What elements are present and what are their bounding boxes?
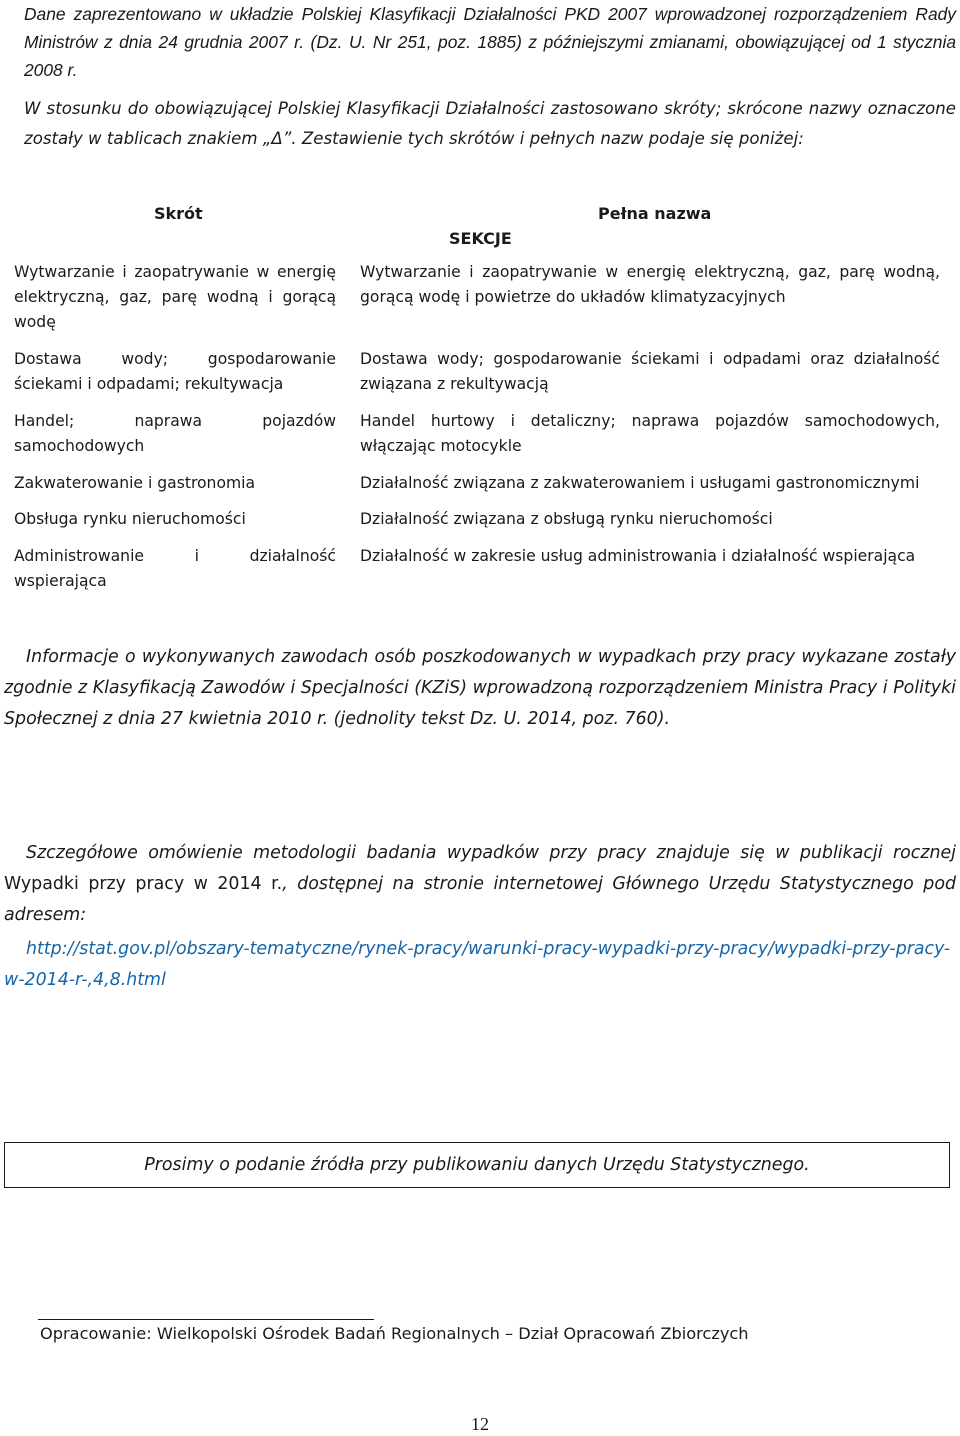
intro-paragraph-abbreviations: W stosunku do obowiązującej Polskiej Klasyfikacji Działalności zastosowano skróty; skrócone nazwy oznaczone zostały w tablicach znakiem „Δ”. Zestawienie tych skrótów i pełnych nazw podaje się poniżej: (24, 99, 956, 148)
table-row-short: Administrowanie i działalność wspierająca (14, 547, 336, 590)
column-header-short: Skrót (154, 204, 203, 223)
link-line-2[interactable]: w-2014-r-,4,8.html (4, 970, 166, 990)
table-row-full: Działalność związana z obsługą rynku nieruchomości (360, 510, 773, 528)
publication-title: Wypadki przy pracy w 2014 r. (4, 874, 283, 894)
column-header-full: Pełna nazwa (598, 204, 712, 223)
intro-paragraph-pkd: Dane zaprezentowano w układzie Polskiej Klasyfikacji Działalności PKD 2007 wprowadzonej rozporządzeniem Rady Ministrów z dnia 24 grudnia 2007 r. (Dz. U. Nr 251, poz. 1885) z późniejszymi zmianami, obowiązującej od 1 stycznia 2008 r. (24, 4, 956, 80)
table-row-full: Handel hurtowy i detaliczny; naprawa pojazdów samochodowych, włączając motocykle (360, 412, 940, 455)
table-row-short: Zakwaterowanie i gastronomia (14, 474, 256, 492)
table-row-full: Wytwarzanie i zaopatrywanie w energię elektryczną, gaz, parę wodną, gorącą wodę i powietrze do układów klimatyzacyjnych (360, 263, 940, 306)
citation-notice-box (4, 1142, 950, 1188)
table-row-short: Dostawa wody; gospodarowanie ściekami i odpadami; rekultywacja (14, 350, 336, 393)
table-row-full: Działalność w zakresie usług administrowania i działalność wspierająca (360, 547, 916, 565)
occupations-info-paragraph: Informacje o wykonywanych zawodach osób poszkodowanych w wypadkach przy pracy wykazane zostały zgodnie z Klasyfikacją Zawodów i Specjalności (KZiS) wprowadzoną rozporządzeniem Ministra Pracy i Polityki Społecznej z dnia 27 kwietnia 2010 r. (jednolity tekst Dz. U. 2014, poz. 760). (4, 647, 956, 729)
methodology-text-b: , dostępnej na stronie internetowej Głównego Urzędu Statystycznego pod adresem: (4, 874, 957, 925)
page-number: 12 (471, 1414, 489, 1434)
methodology-text-a: Szczegółowe omówienie metodologii badania wypadków przy pracy znajduje się w publikacji rocznej (26, 843, 956, 863)
table-row-short: Handel; naprawa pojazdów samochodowych (14, 412, 336, 455)
footer-credit: Opracowanie: Wielkopolski Ośrodek Badań Regionalnych – Dział Opracowań Zbiorczych (40, 1324, 749, 1343)
table-row-short: Obsługa rynku nieruchomości (14, 510, 246, 528)
methodology-paragraph (4, 838, 956, 931)
citation-notice-text: Prosimy o podanie źródła przy publikowaniu danych Urzędu Statystycznego. (144, 1155, 810, 1175)
methodology-link[interactable] (4, 934, 960, 996)
table-row-full: Działalność związana z zakwaterowaniem i usługami gastronomicznymi (360, 474, 920, 492)
table-row-full: Dostawa wody; gospodarowanie ściekami i odpadami oraz działalność związana z rekultywacją (360, 350, 940, 393)
footnote-separator (38, 1319, 374, 1320)
table-row-short: Wytwarzanie i zaopatrywanie w energię elektryczną, gaz, parę wodną i gorącą wodę (14, 263, 336, 331)
link-line-1[interactable]: http://stat.gov.pl/obszary-tematyczne/rynek-pracy/warunki-pracy-wypadki-przy-pracy/wypadki-przy-pracy- (26, 939, 951, 959)
section-label: SEKCJE (449, 229, 512, 248)
